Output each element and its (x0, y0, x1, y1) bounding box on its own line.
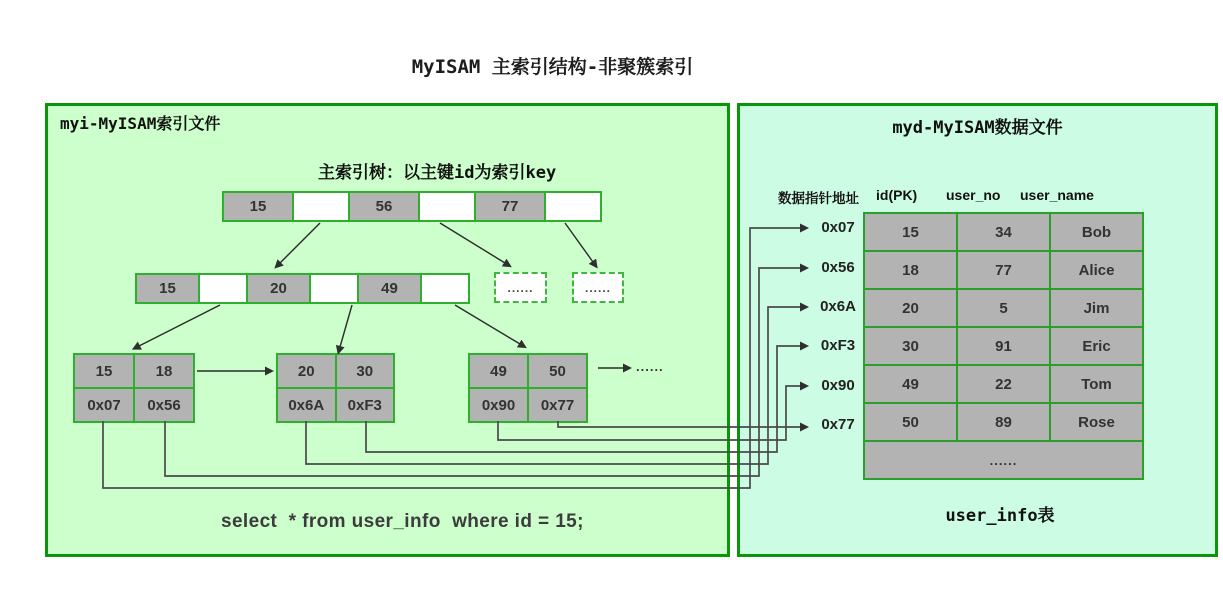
dashed-node-placeholder: ...... (494, 272, 547, 303)
leaf-node-2 (276, 353, 395, 423)
level2-key-cell: 49 (359, 275, 420, 302)
table-cell: Rose (1051, 404, 1142, 440)
table-cell: 49 (865, 366, 956, 402)
address-label: 0x6A (820, 298, 856, 315)
user-info-table (863, 212, 1144, 480)
table-caption: user_info表 (945, 506, 1055, 526)
root-pointer-cell (294, 193, 348, 220)
level2-key-cell: 15 (137, 275, 198, 302)
address-label: 0x77 (821, 416, 855, 433)
level2-pointer-cell (200, 275, 246, 302)
level2-key-cell: 20 (248, 275, 309, 302)
pointer-address-header: 数据指针地址 (778, 191, 859, 206)
leaf-pointer-cell: 0xF3 (337, 389, 394, 421)
leaf-key-cell: 50 (529, 355, 586, 387)
leaf-pointer-cell: 0x77 (529, 389, 586, 421)
table-cell: 18 (865, 252, 956, 288)
table-cell: 30 (865, 328, 956, 364)
root-pointer-cell (546, 193, 600, 220)
table-cell: 15 (865, 214, 956, 250)
root-pointer-cell (420, 193, 474, 220)
leaf-key-cell: 15 (75, 355, 133, 387)
leaf-node-1 (73, 353, 195, 423)
table-cell: Bob (1051, 214, 1142, 250)
data-panel-title: myd-MyISAM数据文件 (892, 118, 1063, 138)
table-cell: 20 (865, 290, 956, 326)
index-tree-subtitle: 主索引树：以主键id为索引key (318, 163, 557, 183)
address-label: 0x07 (821, 219, 855, 236)
leaf-pointer-cell: 0x6A (278, 389, 335, 421)
table-cell: 89 (958, 404, 1049, 440)
table-cell: Eric (1051, 328, 1142, 364)
page-title: MyISAM 主索引结构-非聚簇索引 (411, 56, 694, 78)
root-key-cell: 56 (350, 193, 418, 220)
table-more-row: ...... (865, 442, 1142, 478)
leaf-key-cell: 18 (135, 355, 193, 387)
table-cell: Alice (1051, 252, 1142, 288)
table-cell: 50 (865, 404, 956, 440)
leaf-more-ellipsis: ...... (636, 359, 664, 374)
address-label: 0x90 (821, 377, 855, 394)
address-label: 0xF3 (820, 337, 856, 354)
column-header-user-name: user_name (1020, 187, 1094, 203)
table-cell: Tom (1051, 366, 1142, 402)
root-key-cell: 77 (476, 193, 544, 220)
dashed-node-placeholder: ...... (572, 272, 624, 303)
table-cell: 22 (958, 366, 1049, 402)
leaf-pointer-cell: 0x56 (135, 389, 193, 421)
sql-query-text: select * from user_info where id = 15; (221, 511, 584, 532)
leaf-pointer-cell: 0x90 (470, 389, 527, 421)
table-cell: 5 (958, 290, 1049, 326)
leaf-key-cell: 30 (337, 355, 394, 387)
level2-pointer-cell (422, 275, 468, 302)
table-cell: Jim (1051, 290, 1142, 326)
address-label: 0x56 (821, 259, 855, 276)
leaf-key-cell: 49 (470, 355, 527, 387)
table-cell: 91 (958, 328, 1049, 364)
root-key-cell: 15 (224, 193, 292, 220)
table-cell: 34 (958, 214, 1049, 250)
leaf-node-3 (468, 353, 588, 423)
leaf-key-cell: 20 (278, 355, 335, 387)
btree-root-node (222, 191, 602, 222)
table-cell: 77 (958, 252, 1049, 288)
level2-pointer-cell (311, 275, 357, 302)
leaf-pointer-cell: 0x07 (75, 389, 133, 421)
column-header-id: id(PK) (876, 187, 918, 203)
column-header-user-no: user_no (946, 187, 1001, 203)
index-panel-title: myi-MyISAM索引文件 (60, 114, 221, 133)
btree-level2-node (135, 273, 470, 304)
